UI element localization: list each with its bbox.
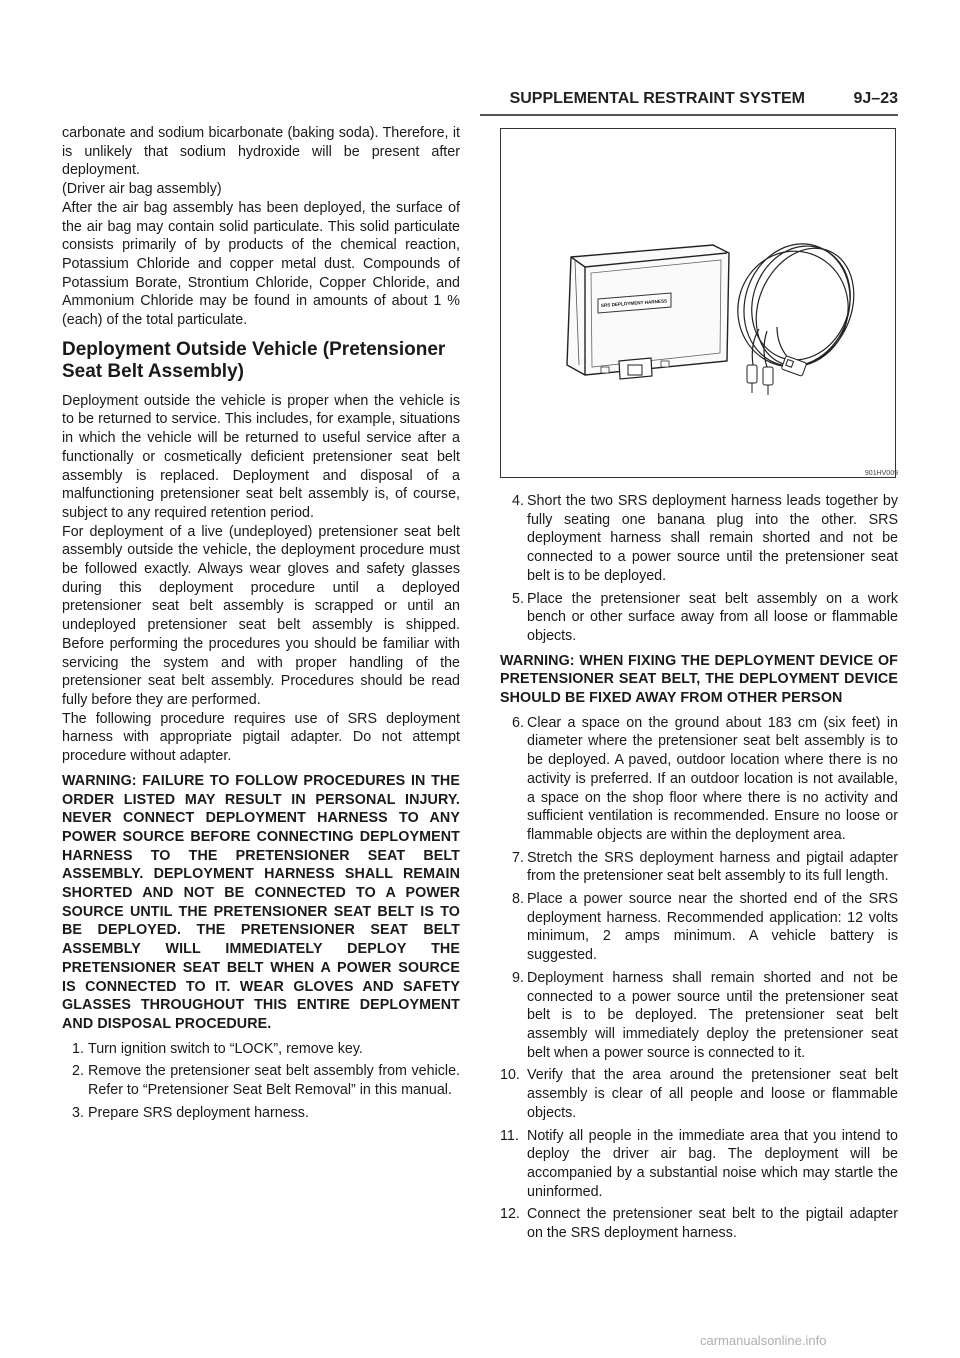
list-item: 12. Connect the pretensioner seat belt to the pigtail adapter on the SRS deployment harness. (500, 1206, 898, 1242)
body-paragraph: Deployment outside the vehicle is proper when the vehicle is to be returned to service. This includes, for example, situations in which the vehicle will be returned to useful service after a functionally or cosmetically deficient pretensioner seat belt assembly is replaced. Deployment and disposal of a malfunctioning pretensioner seat belt assembly is, of course, subject to any required retention period. (62, 392, 460, 521)
body-paragraph: The following procedure requires use of SRS deployment harness with appropriate pigtail adapter. Do not attempt procedure without adapter. (62, 710, 460, 765)
harness-case (567, 245, 729, 379)
section-heading: Deployment Outside Vehicle (Pretensioner Seat Belt Assembly) (62, 338, 446, 383)
list-item: 6. Clear a space on the ground about 183 cm (six feet) in diameter where the pretensioner seat belt assembly is to be deployed. A paved, outdoor location where there is no activity is preferred. If an outdoor location is not available, a space on the shop floor where there is no activity and sufficient ventilation is recommended. Ensure no loose or flammable objects are within the deployment area. (512, 714, 898, 843)
case-label: SRS DEPLOYMENT HARNESS (600, 298, 668, 308)
warning-text: WARNING: WHEN FIXING THE DEPLOYMENT DEVICE OF PRETENSIONER SEAT BELT, THE DEPLOYMENT DEVICE SHOULD BE FIXED AWAY FROM OTHER PERSON (500, 652, 898, 707)
warning-text: WARNING: FAILURE TO FOLLOW PROCEDURES IN THE ORDER LISTED MAY RESULT IN PERSONAL INJURY. NEVER CONNECT DEPLOYMENT HARNESS TO ANY POWER SOURCE BEFORE CONNECTING DEPLOYMENT HARNESS TO THE PRETENSIONER SEAT BELT ASSEMBLY. DEPLOYMENT HARNESS SHALL REMAIN SHORTED AND NOT BE CONNECTED TO A POWER SOURCE UNTIL THE PRETENSIONER SEAT BELT IS TO BE DEPLOYED. THE PRETENSIONER SEAT BELT ASSEMBLY WILL IMMEDIATELY DEPLOY THE PRETENSIONER SEAT BELT WHEN A POWER SOURCE IS CONNECTED TO IT. WEAR GLOVES AND SAFETY GLASSES THROUGHOUT THIS ENTIRE DEPLOYMENT AND DISPOSAL PROCEDURE. (62, 772, 460, 1032)
deployment-harness-figure (500, 128, 896, 478)
list-item: 7. Stretch the SRS deployment harness and pigtail adapter from the pretensioner seat belt assembly to its full length. (512, 849, 898, 885)
section-title: SUPPLEMENTAL RESTRAINT SYSTEM (509, 90, 805, 107)
list-item: 8. Place a power source near the shorted end of the SRS deployment harness. Recommended application: 12 volts minimum, 2 amps minimum. A vehicle battery is suggested. (512, 891, 898, 964)
step-list (62, 1040, 460, 1123)
list-item: 11. Notify all people in the immediate area that you intend to deploy the driver air bag. The deployment will be accompanied by a substantial noise which may startle the uninformed. (500, 1127, 898, 1200)
list-item: 1. Turn ignition switch to “LOCK”, remove key. (72, 1040, 363, 1057)
page-number: 9J–23 (853, 90, 898, 107)
harness-coil (726, 230, 872, 381)
list-item: 10. Verify that the area around the pretensioner seat belt assembly is clear of all people and loose or flammable objects. (500, 1067, 898, 1121)
harness-kit-illustration (501, 129, 895, 477)
list-item: 3. Prepare SRS deployment harness. (72, 1104, 309, 1121)
intro-paragraph: carbonate and sodium bicarbonate (baking soda). Therefore, it is unlikely that sodium hydroxide will be present after deployment. (62, 125, 460, 179)
list-item: 9. Deployment harness shall remain shorted and not be connected to a power source until the pretensioner seat belt is to be deployed. The pretensioner seat belt assembly will immediately deploy the pretensioner seat belt when a power source is connected to it. (512, 969, 898, 1061)
list-item: 4. Short the two SRS deployment harness leads together by fully seating one banana plug into the other. SRS deployment harness shall remain shorted and not be connected to a power source until the pretensioner seat belt is to be deployed. (512, 493, 898, 584)
figure-id: 901HV009 (864, 470, 898, 477)
left-column (62, 124, 460, 1126)
intro-paragraph: After the air bag assembly has been deployed, the surface of the air bag may contain solid particulate. This solid particulate consists primarily of by products of the chemical reaction, Potassium Chloride and copper metal dust. Compounds of Potassium Borate, Strontium Chloride, Copper Chloride, and Ammonium Chloride may be found in amounts of about 1 % (each) of the total particulate. (62, 199, 460, 329)
right-column (500, 480, 898, 1247)
list-item: 2. Remove the pretensioner seat belt assembly from vehicle. Refer to “Pretensioner Seat Belt Removal” in this manual. (72, 1063, 460, 1099)
body-paragraph: For deployment of a live (undeployed) pretensioner seat belt assembly outside the vehicle, the deployment procedure must be followed exactly. Always wear gloves and safety glasses during this deployment procedure until a deployed pretensioner seat belt assembly is scrapped or until an undeployed pretensioner seat belt assembly is shipped. Before performing the procedures you should be familiar with servicing the system and with proper handling of the pretensioner seat belt assembly. Procedures should be read fully before they are performed. (62, 523, 460, 708)
watermark: carmanualsonline.info (700, 1333, 827, 1348)
intro-paragraph: (Driver air bag assembly) (62, 181, 222, 198)
header-rule (480, 114, 898, 116)
step-list (500, 492, 898, 646)
step-list (500, 714, 898, 1243)
list-item: 5. Place the pretensioner seat belt assembly on a work bench or other surface away from all loose or flammable objects. (512, 590, 898, 644)
